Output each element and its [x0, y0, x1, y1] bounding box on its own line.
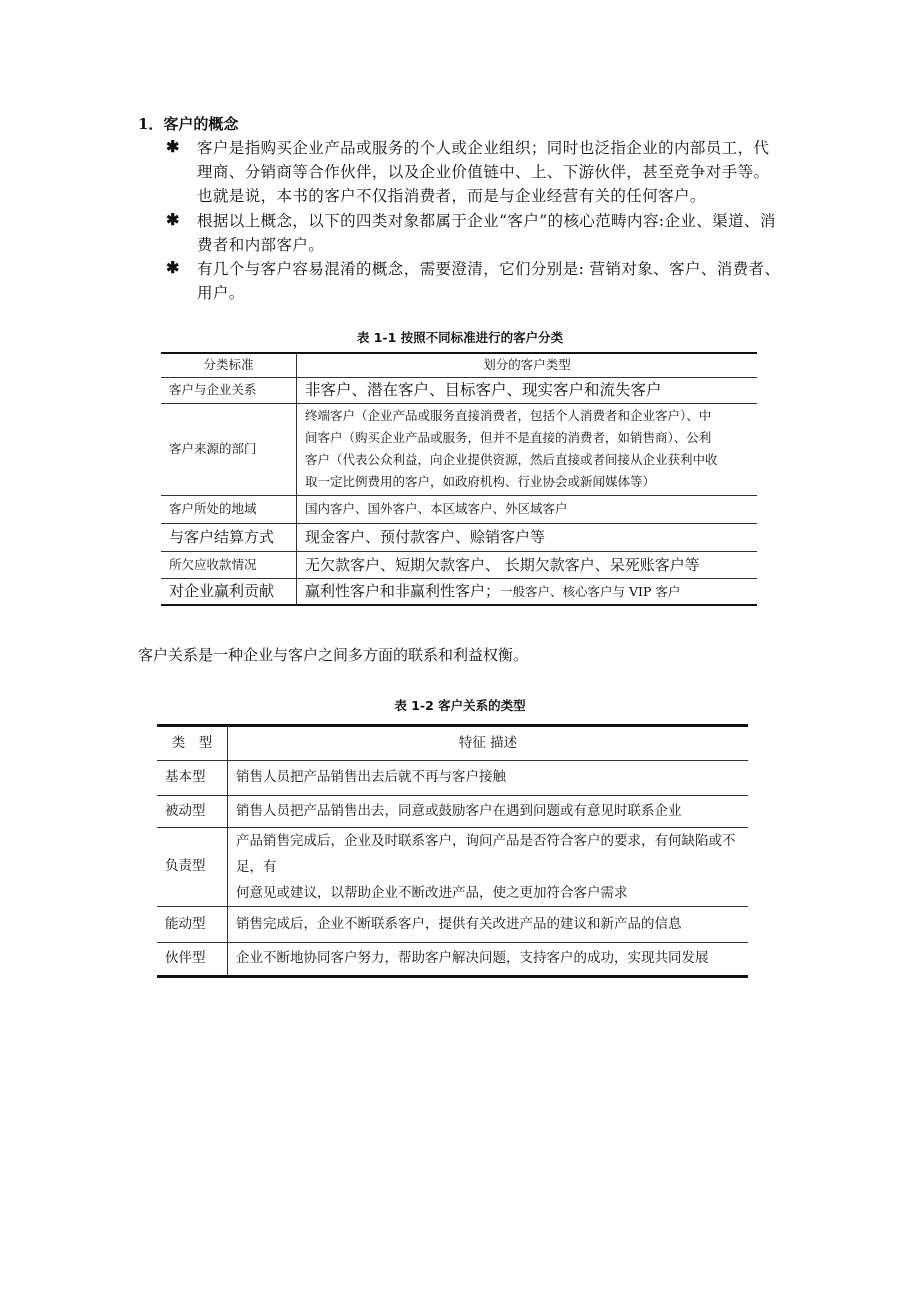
table2-caption: 表 1-2 客户关系的类型 [394, 698, 526, 713]
desc-cell: 企业不断地协同客户努力，帮助客户解决问题，支持客户的成功，实现共同发展 [228, 943, 749, 977]
criterion-cell: 客户来源的部门 [161, 403, 297, 495]
desc-cell: 销售人员把产品销售出去后就不再与客户接触 [228, 761, 749, 796]
relationship-sentence: 客户关系是一种企业与客户之间多方面的联系和利益权衡。 [138, 646, 529, 664]
desc-cell: 销售人员把产品销售出去，同意或鼓励客户在遇到问题或有意见时联系企业 [228, 796, 749, 828]
relationship-types-table [157, 724, 748, 978]
header-type: 类 型 [157, 726, 228, 761]
criterion-cell: 客户所处的地域 [161, 495, 297, 523]
criterion-cell: 与客户结算方式 [161, 523, 297, 551]
table-row [157, 761, 748, 796]
desc-cell: 销售完成后，企业不断联系客户，提供有关改进产品的建议和新产品的信息 [228, 907, 749, 943]
bullet-1-line-2: 理商、分销商等合作伙伴，以及企业价值链中、上、下游伙伴，甚至竞争对手等。 [197, 163, 770, 181]
bullet-1-line-3: 也就是说，本书的客户不仅指消费者，而是与企业经营有关的任何客户。 [197, 187, 706, 205]
table-row [157, 796, 748, 828]
type-cell: 能动型 [157, 907, 228, 943]
bullet-1-line-1: 客户是指购买企业产品或服务的个人或企业组织；同时也泛指企业的内部员工，代 [197, 139, 770, 157]
table-header-row [161, 353, 757, 377]
criterion-cell: 对企业赢利贡献 [161, 578, 297, 605]
table-row [157, 828, 748, 907]
type-cell: 伙伴型 [157, 943, 228, 977]
header-criterion: 分类标准 [161, 353, 297, 377]
header-desc: 特征 描述 [228, 726, 749, 761]
table1-caption: 表 1-1 按照不同标准进行的客户分类 [356, 330, 564, 345]
types-line: 取一定比例费用的客户，如政府机构、行业协会或新闻媒体等） [305, 474, 656, 489]
criterion-cell: 客户与企业关系 [161, 377, 297, 403]
bullet-3-line-1: 有几个与客户容易混淆的概念，需要澄清，它们分别是: 营销对象、客户、消费者、 [197, 260, 781, 278]
type-cell: 被动型 [157, 796, 228, 828]
table-row [157, 907, 748, 943]
type-cell: 负责型 [157, 828, 228, 907]
bullet-2-line-1: 根据以上概念，以下的四类对象都属于企业“客户”的核心范畴内容:企业、渠道、消 [197, 212, 776, 230]
section-heading: 1．客户的概念 [138, 115, 239, 133]
types-cell: 国内客户、国外客户、本区域客户、外区域客户 [297, 495, 758, 523]
table-row [161, 523, 757, 551]
table-header-row [157, 726, 748, 761]
type-cell: 基本型 [157, 761, 228, 796]
table-row [161, 578, 757, 605]
desc-line: 产品销售完成后，企业及时联系客户，询问产品是否符合客户的要求，有何缺陷或不足，有 [236, 833, 736, 875]
table-row [161, 551, 757, 578]
header-types: 划分的客户类型 [297, 353, 758, 377]
asterisk-bullet-icon: ✱ [166, 258, 180, 277]
table-row [157, 943, 748, 977]
bullet-2-line-2: 费者和内部客户。 [197, 236, 325, 254]
asterisk-bullet-icon: ✱ [166, 210, 180, 229]
types-line: 客户（代表公众利益，向企业提供资源，然后直接或者间接从企业获利中收 [305, 452, 718, 467]
bullet-3-line-2: 用户。 [197, 284, 245, 302]
types-cell: 非客户、潜在客户、目标客户、现实客户和流失客户 [297, 377, 758, 403]
desc-cell [228, 828, 749, 907]
criterion-cell: 所欠应收款情况 [161, 551, 297, 578]
table-row [161, 377, 757, 403]
table-row [161, 403, 757, 495]
types-cell: 现金客户、预付款客户、赊销客户等 [297, 523, 758, 551]
types-line: 间客户（购买企业产品或服务，但并不是直接的消费者，如销售商）、公利 [305, 430, 712, 445]
types-cell [297, 403, 758, 495]
types-part: 一般客户、核心客户与 VIP 客户 [500, 584, 681, 600]
table-row [161, 495, 757, 523]
types-cell: 无欠款客户、短期欠款客户、 长期欠款客户、呆死账客户等 [297, 551, 758, 578]
customer-classification-table [161, 352, 757, 606]
types-cell [297, 578, 758, 605]
desc-line: 何意见或建议，以帮助企业不断改进产品，使之更加符合客户需求 [236, 885, 628, 901]
types-part: 赢利性客户和非赢利性客户； [305, 582, 501, 601]
asterisk-bullet-icon: ✱ [166, 137, 180, 156]
types-line: 终端客户（企业产品或服务直接消费者，包括个人消费者和企业客户）、中 [305, 408, 712, 423]
